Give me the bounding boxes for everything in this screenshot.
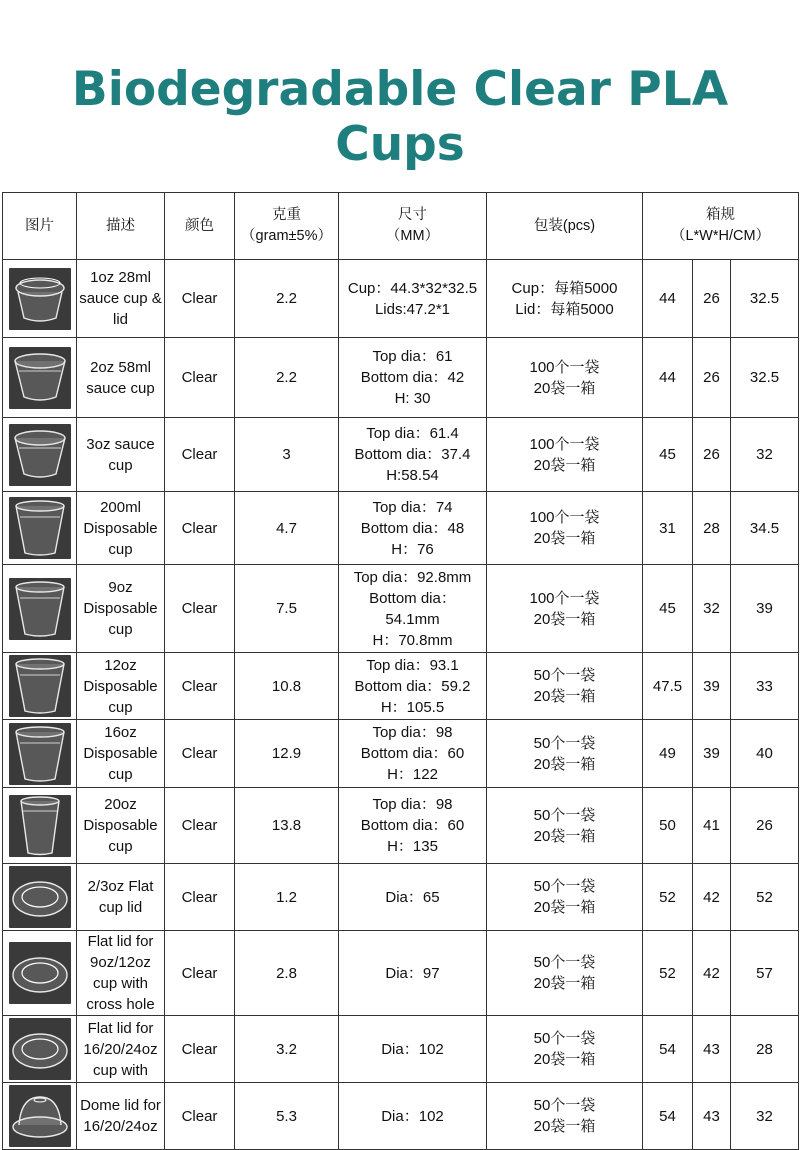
carton-length-cell: 52 [643, 864, 693, 931]
product-image [3, 653, 77, 720]
disposable-cup-icon [9, 578, 71, 640]
size-cell [339, 864, 487, 931]
table-row [3, 788, 799, 864]
packing-cell [487, 653, 643, 720]
tall-cup-icon [9, 795, 71, 857]
packing-cell [487, 864, 643, 931]
disposable-cup-icon [9, 723, 71, 785]
color-cell: Clear [165, 260, 235, 338]
description-cell: 20oz Disposable cup [77, 788, 165, 864]
size-line: Dia：102 [381, 1040, 444, 1058]
weight-cell: 7.5 [235, 565, 339, 653]
color-cell: Clear [165, 931, 235, 1016]
size-line: Bottom dia： [369, 589, 456, 607]
carton-width-cell: 39 [693, 653, 731, 720]
packing-cell [487, 1016, 643, 1083]
description-cell: 16oz Disposable cup [77, 720, 165, 788]
weight-cell: 3 [235, 418, 339, 492]
carton-width-cell: 32 [693, 565, 731, 653]
size-line: Top dia：93.1 [366, 656, 459, 674]
carton-length-cell: 44 [643, 338, 693, 418]
packing-cell [487, 788, 643, 864]
packing-line: 50个一袋 [533, 806, 596, 824]
table-row [3, 260, 799, 338]
flat-lid-icon [9, 866, 71, 928]
carton-height-cell: 52 [731, 864, 799, 931]
table-row [3, 931, 799, 1016]
weight-cell: 2.2 [235, 260, 339, 338]
carton-length-cell: 49 [643, 720, 693, 788]
packing-line: 20袋一箱 [533, 456, 596, 474]
description-cell: 1oz 28ml sauce cup & lid [77, 260, 165, 338]
description-cell: 2oz 58ml sauce cup [77, 338, 165, 418]
packing-cell [487, 338, 643, 418]
color-cell: Clear [165, 418, 235, 492]
description-cell: 9oz Disposable cup [77, 565, 165, 653]
carton-width-cell: 43 [693, 1083, 731, 1150]
product-image [3, 1016, 77, 1083]
weight-cell: 13.8 [235, 788, 339, 864]
size-line: Cup：44.3*32*32.5 [347, 279, 478, 297]
size-line: Top dia：61.4 [366, 425, 459, 442]
color-cell: Clear [165, 338, 235, 418]
carton-length-cell: 31 [643, 492, 693, 565]
carton-height-cell: 34.5 [731, 492, 799, 565]
product-image [3, 418, 77, 492]
header-weight-label: 克重 [272, 207, 301, 223]
size-cell [339, 418, 487, 492]
packing-line: 20袋一箱 [533, 688, 596, 705]
carton-width-cell: 28 [693, 492, 731, 565]
size-cell [339, 565, 487, 653]
size-cell [339, 260, 487, 338]
size-cell [339, 1083, 487, 1150]
header-carton-unit: （L*W*H/CM） [670, 228, 771, 244]
size-line: H：70.8mm [372, 631, 453, 649]
sauce-cup-with-lid-icon [9, 268, 71, 330]
color-cell: Clear [165, 720, 235, 788]
table-row [3, 565, 799, 653]
description-cell: 2/3oz Flat cup lid [77, 864, 165, 931]
color-cell: Clear [165, 788, 235, 864]
carton-width-cell: 26 [693, 260, 731, 338]
packing-cell [487, 418, 643, 492]
disposable-cup-icon [9, 497, 71, 559]
carton-height-cell: 32.5 [731, 260, 799, 338]
sauce-cup-icon [9, 424, 71, 486]
table-row [3, 338, 799, 418]
table-row [3, 1083, 799, 1150]
carton-length-cell: 44 [643, 260, 693, 338]
packing-line: 100个一袋 [529, 509, 600, 526]
flat-lid-icon [9, 942, 71, 1004]
size-cell [339, 653, 487, 720]
packing-line: 100个一袋 [529, 358, 600, 376]
size-line: Top dia：98 [372, 796, 453, 813]
carton-width-cell: 43 [693, 1016, 731, 1083]
size-line: H: 30 [394, 390, 431, 407]
product-image [3, 260, 77, 338]
carton-height-cell: 40 [731, 720, 799, 788]
size-line: Top dia：92.8mm [353, 568, 472, 586]
size-line: Bottom dia：37.4 [354, 446, 471, 463]
product-image [3, 492, 77, 565]
packing-cell [487, 720, 643, 788]
size-line: Lids:47.2*1 [374, 300, 451, 318]
size-cell [339, 720, 487, 788]
product-image [3, 565, 77, 653]
packing-cell [487, 1083, 643, 1150]
carton-width-cell: 42 [693, 931, 731, 1016]
size-line: 54.1mm [385, 610, 440, 628]
size-line: Top dia：74 [372, 498, 453, 516]
size-line: Top dia：98 [372, 724, 453, 741]
packing-line: 20袋一箱 [533, 755, 596, 773]
packing-cell [487, 565, 643, 653]
table-row [3, 492, 799, 565]
weight-cell: 10.8 [235, 653, 339, 720]
carton-length-cell: 54 [643, 1083, 693, 1150]
product-image [3, 788, 77, 864]
size-line: H:58.54 [386, 467, 439, 484]
carton-height-cell: 28 [731, 1016, 799, 1083]
size-line: H：76 [391, 540, 434, 558]
carton-width-cell: 26 [693, 418, 731, 492]
color-cell: Clear [165, 492, 235, 565]
header-weight [235, 193, 339, 260]
flat-lid-icon [9, 1018, 71, 1080]
size-line: H：105.5 [380, 698, 445, 716]
description-cell: 12oz Disposable cup [77, 653, 165, 720]
product-image [3, 864, 77, 931]
packing-line: 50个一袋 [533, 1030, 596, 1047]
table-row [3, 864, 799, 931]
packing-line: 20袋一箱 [533, 530, 596, 547]
size-cell [339, 788, 487, 864]
header-size-unit: （MM） [385, 228, 440, 244]
product-image [3, 1083, 77, 1150]
packing-line: 20袋一箱 [533, 827, 596, 845]
product-image [3, 931, 77, 1016]
color-cell: Clear [165, 1083, 235, 1150]
carton-length-cell: 47.5 [643, 653, 693, 720]
header-packing: 包装(pcs) [487, 193, 643, 260]
size-line: Bottom dia：42 [360, 369, 465, 386]
packing-line: 50个一袋 [533, 734, 596, 752]
carton-length-cell: 52 [643, 931, 693, 1016]
carton-height-cell: 33 [731, 653, 799, 720]
color-cell: Clear [165, 565, 235, 653]
packing-line: 50个一袋 [533, 954, 596, 971]
header-carton-label: 箱规 [706, 207, 735, 223]
carton-width-cell: 39 [693, 720, 731, 788]
weight-cell: 2.8 [235, 931, 339, 1016]
size-line: Dia：102 [381, 1107, 444, 1125]
size-line: Dia：97 [385, 964, 440, 982]
packing-line: 20袋一箱 [533, 610, 596, 628]
weight-cell: 5.3 [235, 1083, 339, 1150]
carton-height-cell: 32 [731, 418, 799, 492]
carton-height-cell: 32.5 [731, 338, 799, 418]
disposable-cup-icon [9, 655, 71, 717]
table-row [3, 720, 799, 788]
packing-line: 20袋一箱 [533, 379, 596, 397]
carton-length-cell: 54 [643, 1016, 693, 1083]
carton-height-cell: 26 [731, 788, 799, 864]
header-color: 颜色 [165, 193, 235, 260]
packing-cell [487, 931, 643, 1016]
packing-line: 100个一袋 [529, 589, 600, 607]
table-row [3, 1016, 799, 1083]
description-cell: Flat lid for 16/20/24oz cup with [77, 1016, 165, 1083]
carton-height-cell: 57 [731, 931, 799, 1016]
product-image [3, 338, 77, 418]
carton-width-cell: 41 [693, 788, 731, 864]
size-line: Bottom dia：60 [360, 745, 465, 762]
spec-table [2, 192, 799, 1150]
size-line: Top dia：61 [372, 348, 453, 365]
table-row [3, 418, 799, 492]
color-cell: Clear [165, 1016, 235, 1083]
packing-cell [487, 260, 643, 338]
carton-length-cell: 45 [643, 565, 693, 653]
header-size-label: 尺寸 [398, 207, 427, 223]
description-cell: Dome lid for 16/20/24oz [77, 1083, 165, 1150]
size-cell [339, 1016, 487, 1083]
packing-line: 20袋一箱 [533, 1051, 596, 1068]
weight-cell: 2.2 [235, 338, 339, 418]
header-size [339, 193, 487, 260]
weight-cell: 3.2 [235, 1016, 339, 1083]
dome-lid-icon [9, 1085, 71, 1147]
packing-cell [487, 492, 643, 565]
size-line: Dia：65 [385, 888, 440, 906]
carton-height-cell: 39 [731, 565, 799, 653]
weight-cell: 1.2 [235, 864, 339, 931]
size-line: Bottom dia：60 [360, 817, 465, 834]
carton-length-cell: 50 [643, 788, 693, 864]
carton-length-cell: 45 [643, 418, 693, 492]
carton-height-cell: 32 [731, 1083, 799, 1150]
packing-line: Cup：每箱5000 [511, 279, 618, 297]
packing-line: 50个一袋 [533, 1097, 596, 1114]
size-line: Bottom dia：59.2 [354, 677, 471, 695]
packing-line: Lid：每箱5000 [515, 300, 614, 318]
packing-line: 20袋一箱 [533, 975, 596, 992]
weight-cell: 4.7 [235, 492, 339, 565]
page-title: Biodegradable Clear PLA Cups [71, 62, 729, 172]
size-line: H：122 [387, 766, 438, 783]
header-description: 描述 [77, 193, 165, 260]
description-cell: Flat lid for 9oz/12oz cup with cross hole [77, 931, 165, 1016]
header-carton [643, 193, 799, 260]
color-cell: Clear [165, 653, 235, 720]
size-cell [339, 492, 487, 565]
packing-line: 100个一袋 [529, 435, 600, 453]
header-row [3, 193, 799, 260]
description-cell: 3oz sauce cup [77, 418, 165, 492]
product-image [3, 720, 77, 788]
size-line: Bottom dia：48 [360, 519, 465, 537]
header-weight-unit: （gram±5%） [241, 228, 332, 244]
description-cell: 200ml Disposable cup [77, 492, 165, 565]
header-picture: 图片 [3, 193, 77, 260]
carton-width-cell: 42 [693, 864, 731, 931]
sauce-cup-icon [9, 347, 71, 409]
table-row [3, 653, 799, 720]
size-cell [339, 338, 487, 418]
carton-width-cell: 26 [693, 338, 731, 418]
packing-line: 20袋一箱 [533, 899, 596, 916]
size-line: H：135 [387, 838, 438, 855]
packing-line: 20袋一箱 [533, 1118, 596, 1135]
size-cell [339, 931, 487, 1016]
color-cell: Clear [165, 864, 235, 931]
packing-line: 50个一袋 [533, 667, 596, 684]
packing-line: 50个一袋 [533, 878, 596, 895]
weight-cell: 12.9 [235, 720, 339, 788]
